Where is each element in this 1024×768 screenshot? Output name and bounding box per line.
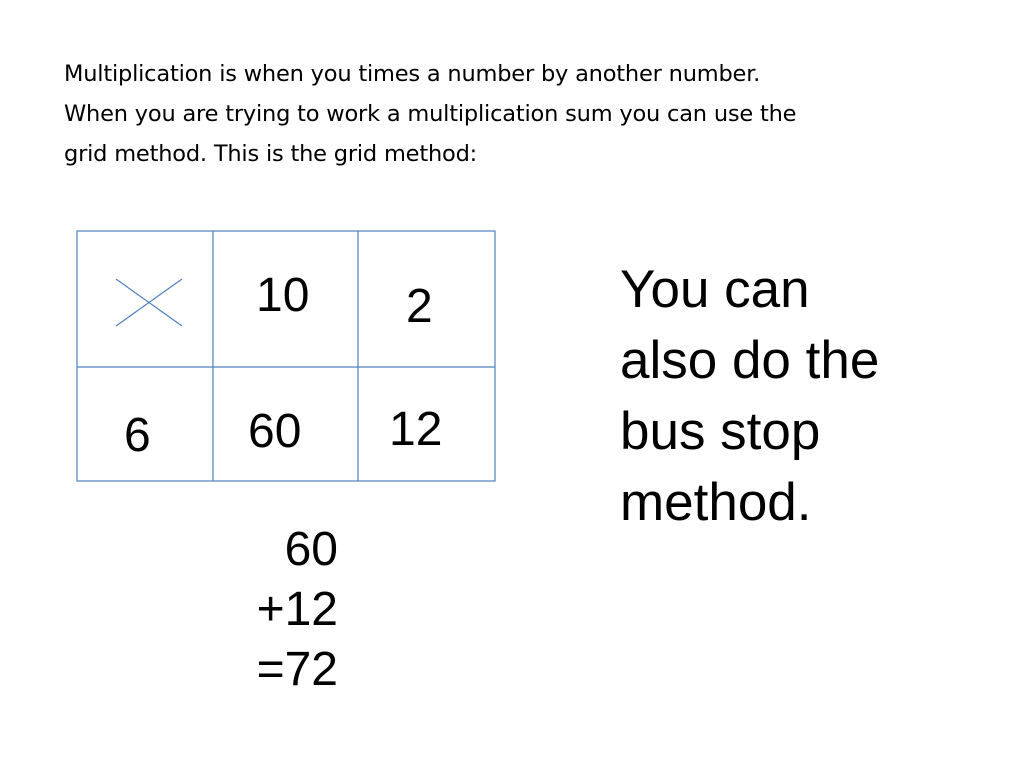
intro-line-2: When you are trying to work a multiplication sum you can use the — [64, 101, 797, 127]
bus-stop-note — [620, 254, 950, 538]
intro-line-1: Multiplication is when you times a number by another number. — [64, 61, 761, 87]
row-label: 6 — [124, 409, 151, 462]
sum-result: =72 — [256, 643, 338, 696]
column-addition — [238, 520, 338, 700]
note-line-2: also do the — [620, 331, 880, 390]
note-line-3: bus stop — [620, 402, 821, 461]
header-tens: 10 — [256, 269, 310, 322]
addend-1: 60 — [284, 523, 338, 576]
note-line-1: You can — [620, 260, 810, 319]
multiplication-grid — [76, 230, 496, 482]
intro-line-3: grid method. This is the grid method: — [64, 141, 478, 167]
note-line-4: method. — [620, 473, 812, 532]
product-tens: 60 — [248, 405, 302, 458]
addend-2: +12 — [256, 583, 338, 636]
multiply-cross-icon — [116, 279, 182, 326]
product-ones: 12 — [389, 403, 443, 456]
intro-text — [64, 54, 994, 174]
header-ones: 2 — [406, 280, 433, 333]
